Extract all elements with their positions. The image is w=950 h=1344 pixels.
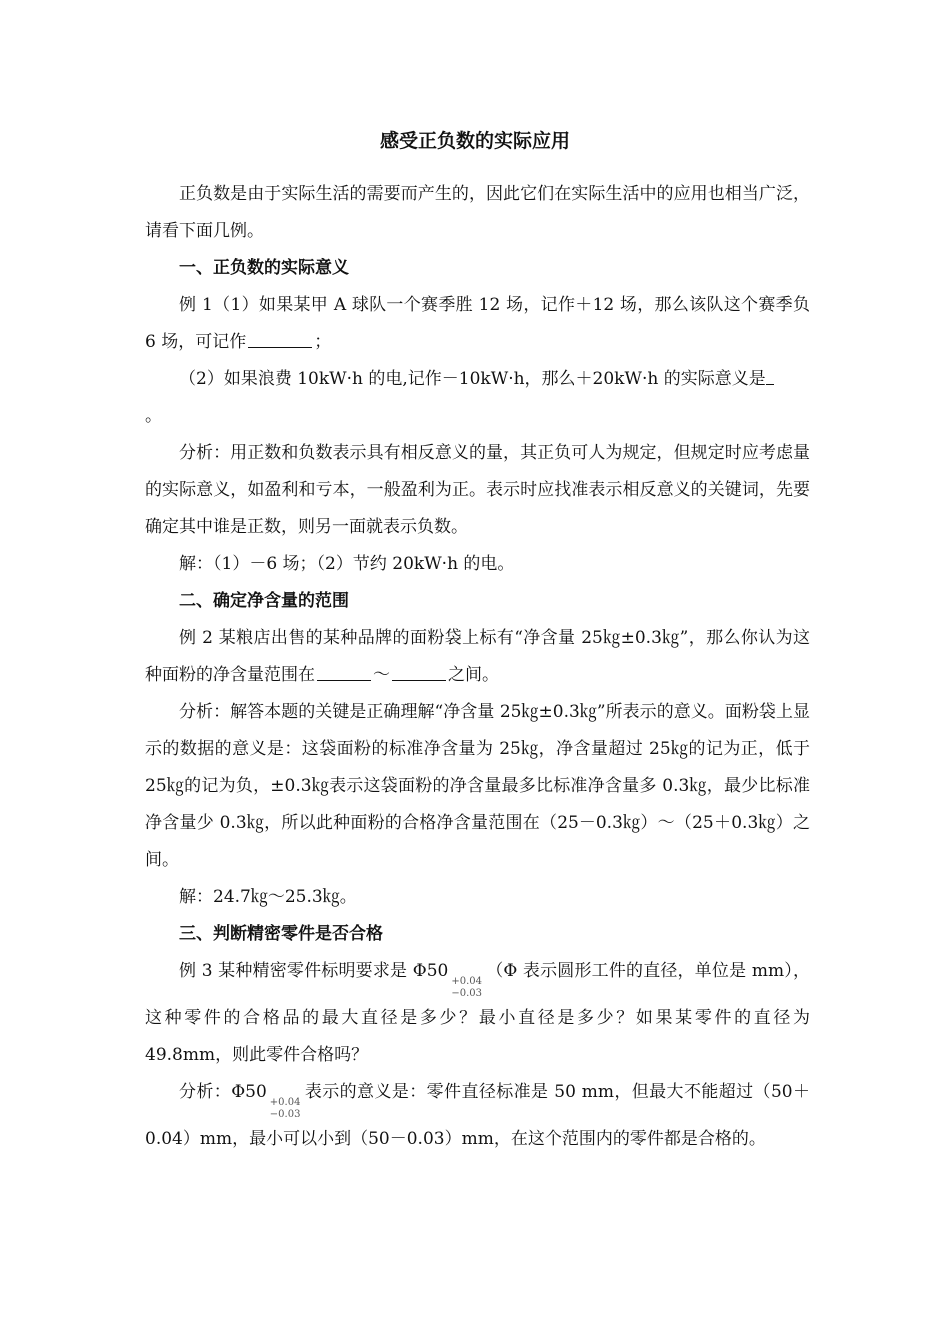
document-title: 感受正负数的实际应用 <box>379 130 570 152</box>
example-1-q1-text: 例 1（1）如果某甲 A 球队一个赛季胜 12 场，记作＋12 场，那么该队这个赛季负 6 场，可记作 <box>145 295 810 352</box>
example-3-text-start: 例 3 某种精密零件标明要求是 Φ50 <box>179 961 449 981</box>
answer-blank <box>392 662 446 681</box>
example-1-question-2 <box>145 361 810 435</box>
example-2-question <box>145 620 810 694</box>
answer-blank <box>248 329 312 348</box>
example-2-text: 例 2 某粮店出售的某种品牌的面粉袋上标有“净含量 25㎏±0.3㎏”，那么你认为这种面粉的净含量范围在 <box>145 628 810 685</box>
example-3-analysis-start: 分析：Φ50 <box>179 1082 267 1102</box>
example-1-q2-end: 。 <box>145 406 162 426</box>
section-3-heading: 三、判断精密零件是否合格 <box>179 924 383 944</box>
answer-blank <box>766 366 774 385</box>
tolerance-notation <box>270 1097 301 1121</box>
section-1-heading: 一、正负数的实际意义 <box>179 258 349 278</box>
example-1-q1-end: ； <box>314 332 332 352</box>
example-3-analysis <box>145 1074 810 1158</box>
example-1-q2-text: （2）如果浪费 10kW·h 的电,记作－10kW·h，那么＋20kW·h 的实际意义是 <box>179 369 766 389</box>
example-1-solution: 解：（1）－6 场；（2）节约 20kW·h 的电。 <box>179 554 515 574</box>
example-3-text-end: （Φ 表示圆形工件的直径，单位是 mm），这种零件的合格品的最大直径是多少？最小直径是多少？如果某零件的直径为 49.8mm，则此零件合格吗？ <box>145 961 810 1065</box>
document-body <box>145 176 810 1158</box>
example-2-analysis: 分析：解答本题的关键是正确理解“净含量 25㎏±0.3㎏”所表示的意义。面粉袋上显示的数据的意义是：这袋面粉的标准净含量为 25㎏，净含量超过 25㎏的记为正，低于 25㎏的记为负，±0.3㎏表示这袋面粉的净含量最多比标准净含量多 0.3㎏，最少比标准净含量少 0.3㎏，所以此种面粉的合格净含量范围在（25－0.3㎏）～（25＋0.3㎏）之间。 <box>145 702 810 870</box>
example-2-end: 之间。 <box>448 665 499 685</box>
section-2-heading: 二、确定净含量的范围 <box>179 591 349 611</box>
example-2-solution: 解：24.7㎏～25.3㎏。 <box>179 887 357 907</box>
tolerance-lower: −0.03 <box>269 1109 301 1120</box>
tolerance-upper: +0.04 <box>269 1097 301 1108</box>
example-3-question <box>145 953 810 1074</box>
tolerance-lower: −0.03 <box>451 988 483 999</box>
example-3-analysis-end: 表示的意义是：零件直径标准是 50 mm，但最大不能超过（50＋0.04）mm，最小可以小到（50－0.03）mm，在这个范围内的零件都是合格的。 <box>145 1082 810 1149</box>
example-1-analysis: 分析：用正数和负数表示具有相反意义的量，其正负可人为规定，但规定时应考虑量的实际意义，如盈利和亏本，一般盈利为正。表示时应找准表示相反意义的关键词，先要确定其中谁是正数，则另一面就表示负数。 <box>145 443 810 537</box>
tolerance-notation <box>451 976 482 1000</box>
example-1-question-1 <box>145 287 810 361</box>
example-2-tilde: ～ <box>373 665 390 685</box>
answer-blank <box>317 662 371 681</box>
tolerance-upper: +0.04 <box>451 976 483 987</box>
intro-paragraph: 正负数是由于实际生活的需要而产生的，因此它们在实际生活中的应用也相当广泛，请看下面几例。 <box>145 184 810 241</box>
